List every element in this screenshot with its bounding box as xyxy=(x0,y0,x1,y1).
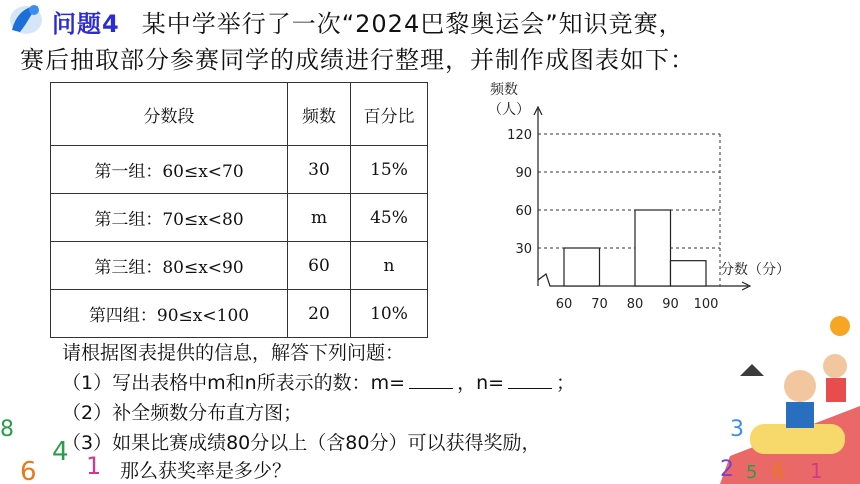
table-header-cell: 分数段 xyxy=(51,83,288,146)
table-cell: 第三组：80≤x<90 xyxy=(51,242,288,290)
question-1 xyxy=(62,368,575,395)
svg-text:4: 4 xyxy=(52,437,69,467)
x-tick-label: 80 xyxy=(626,297,644,312)
question-label: 问题4 xyxy=(52,10,120,38)
x-tick-label: 100 xyxy=(693,297,719,312)
histogram-chart xyxy=(470,78,800,314)
y-tick-label: 60 xyxy=(515,204,532,219)
table-cell: 60 xyxy=(288,242,351,290)
cartoon-decoration-illustration xyxy=(690,306,860,484)
table-row xyxy=(51,242,428,290)
y-axis-label-unit: （人） xyxy=(488,102,530,118)
svg-text:1: 1 xyxy=(810,459,823,483)
table-cell: 第一组：60≤x<70 xyxy=(51,146,288,194)
pushpin-icon xyxy=(2,0,46,36)
x-axis-break xyxy=(538,274,554,286)
x-tick-label: 60 xyxy=(555,297,573,312)
histogram-bar xyxy=(671,261,707,286)
histogram-bar xyxy=(635,210,671,286)
histogram-bar xyxy=(564,248,600,286)
answer-blank-m[interactable] xyxy=(409,372,453,389)
y-tick-label: 90 xyxy=(515,166,532,181)
svg-text:3: 3 xyxy=(730,417,744,442)
table-cell: 第四组：90≤x<100 xyxy=(51,290,288,338)
title-text-1: 某中学举行了一次“2024巴黎奥运会”知识竞赛， xyxy=(141,10,684,38)
question-3-line1: （3）如果比赛成绩80分以上（含80分）可以获得奖励， xyxy=(62,432,541,454)
table-cell: 45% xyxy=(351,194,428,242)
svg-text:5: 5 xyxy=(746,462,758,483)
questions-intro: 请根据图表提供的信息，解答下列问题： xyxy=(62,342,405,364)
question-1-mid: ，n= xyxy=(457,372,505,394)
table-header-row xyxy=(51,83,428,146)
svg-text:1: 1 xyxy=(86,452,102,480)
table-cell: 20 xyxy=(288,290,351,338)
problem-title-line1 xyxy=(52,4,684,39)
x-axis-label: 分数（分） xyxy=(720,262,790,278)
question-1-end: ； xyxy=(556,372,576,394)
table-cell: 10% xyxy=(351,290,428,338)
svg-text:8: 8 xyxy=(0,417,14,442)
number-decoration-illustration xyxy=(0,408,110,484)
frequency-table xyxy=(50,82,428,338)
y-tick-label: 120 xyxy=(507,128,532,143)
table-header-cell: 频数 xyxy=(288,83,351,146)
table-cell: n xyxy=(351,242,428,290)
table-row xyxy=(51,146,428,194)
y-tick-label: 30 xyxy=(515,242,532,257)
x-tick-label: 70 xyxy=(591,297,608,312)
svg-text:6: 6 xyxy=(20,457,37,484)
answer-blank-n[interactable] xyxy=(508,372,552,389)
table-cell: 15% xyxy=(351,146,428,194)
table-row xyxy=(51,290,428,338)
question-2: （2）补全频数分布直方图； xyxy=(62,402,303,424)
x-tick-label: 90 xyxy=(662,297,679,312)
question-3-line2: 那么获奖率是多少？ xyxy=(120,460,292,482)
table-row xyxy=(51,194,428,242)
y-axis-label: 频数 xyxy=(490,82,518,98)
table-cell: 30 xyxy=(288,146,351,194)
table-cell: 第二组：70≤x<80 xyxy=(51,194,288,242)
svg-text:6: 6 xyxy=(772,459,785,483)
table-header-cell: 百分比 xyxy=(351,83,428,146)
svg-text:2: 2 xyxy=(720,457,734,482)
table-cell: m xyxy=(288,194,351,242)
problem-title-line2: 赛后抽取部分参赛同学的成绩进行整理，并制作成图表如下： xyxy=(20,46,695,74)
question-1-prefix: （1）写出表格中m和n所表示的数：m= xyxy=(62,372,406,394)
